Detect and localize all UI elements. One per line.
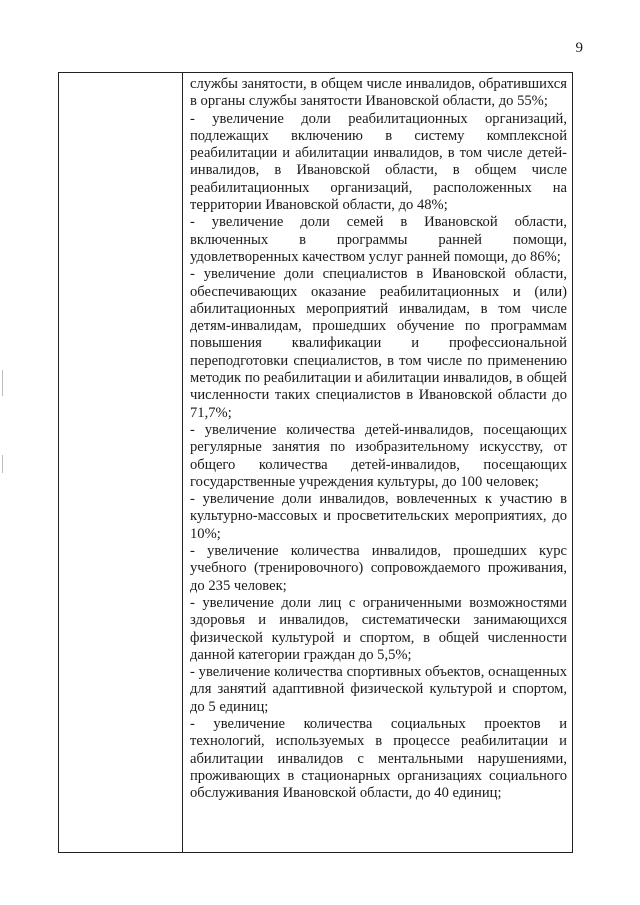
table-text-cell — [190, 76, 567, 802]
list-item: - увеличение доли семей в Ивановской области, включенных в программы ранней помощи, удовлетворенных качеством услуг ранней помощи, до 86%; — [190, 214, 567, 265]
list-item: - увеличение количества социальных проектов и технологий, используемых в процессе реабилитации и абилитации инвалидов с ментальными нарушениями, проживающих в стационарных организациях социального обслуживания Ивановской области, до 40 единиц; — [190, 715, 567, 802]
list-item: - увеличение доли реабилитационных организаций, подлежащих включению в систему комплексной реабилитации и абилитации инвалидов, в том числе детей-инвалидов, в Ивановской области, в общем числе реабилитационных организаций, расположенных на территории Ивановской области, до 48%; — [190, 110, 567, 214]
list-item: службы занятости, в общем числе инвалидов, обратившихся в органы службы занятости Ивановской области, до 55%; — [190, 76, 567, 110]
page-number: 9 — [575, 40, 583, 56]
scan-artifact-line — [2, 455, 3, 473]
list-item: - увеличение доли инвалидов, вовлеченных к участию в культурно-массовых и просветительских мероприятиях, до 10%; — [190, 491, 567, 542]
scan-artifact-line — [2, 370, 3, 396]
list-item: - увеличение количества спортивных объектов, оснащенных для занятий адаптивной физической культурой и спортом, до 5 единиц; — [190, 664, 567, 715]
list-item: - увеличение количества детей-инвалидов, посещающих регулярные занятия по изобразительному искусству, от общего количества детей-инвалидов, посещающих государственные учреждения культуры, до 100 человек; — [190, 421, 567, 490]
list-item: - увеличение доли лиц с ограниченными возможностями здоровья и инвалидов, систематически занимающихся физической культурой и спортом, в общей численности данной категории граждан до 5,5%; — [190, 594, 567, 663]
document-table — [58, 72, 573, 853]
list-item: - увеличение количества инвалидов, прошедших курс учебного (тренировочного) сопровождаемого проживания, до 235 человек; — [190, 543, 567, 594]
list-item: - увеличение доли специалистов в Ивановской области, обеспечивающих оказание реабилитационных и (или) абилитационных мероприятий инвалидам, в том числе детям-инвалидам, прошедших обучение по программам повышения квалификации и профессиональной переподготовки специалистов, в том числе по применению методик по реабилитации и абилитации инвалидов, в общей численности таких специалистов в Ивановской области до 71,7%; — [190, 266, 567, 421]
table-column-divider — [182, 73, 183, 852]
